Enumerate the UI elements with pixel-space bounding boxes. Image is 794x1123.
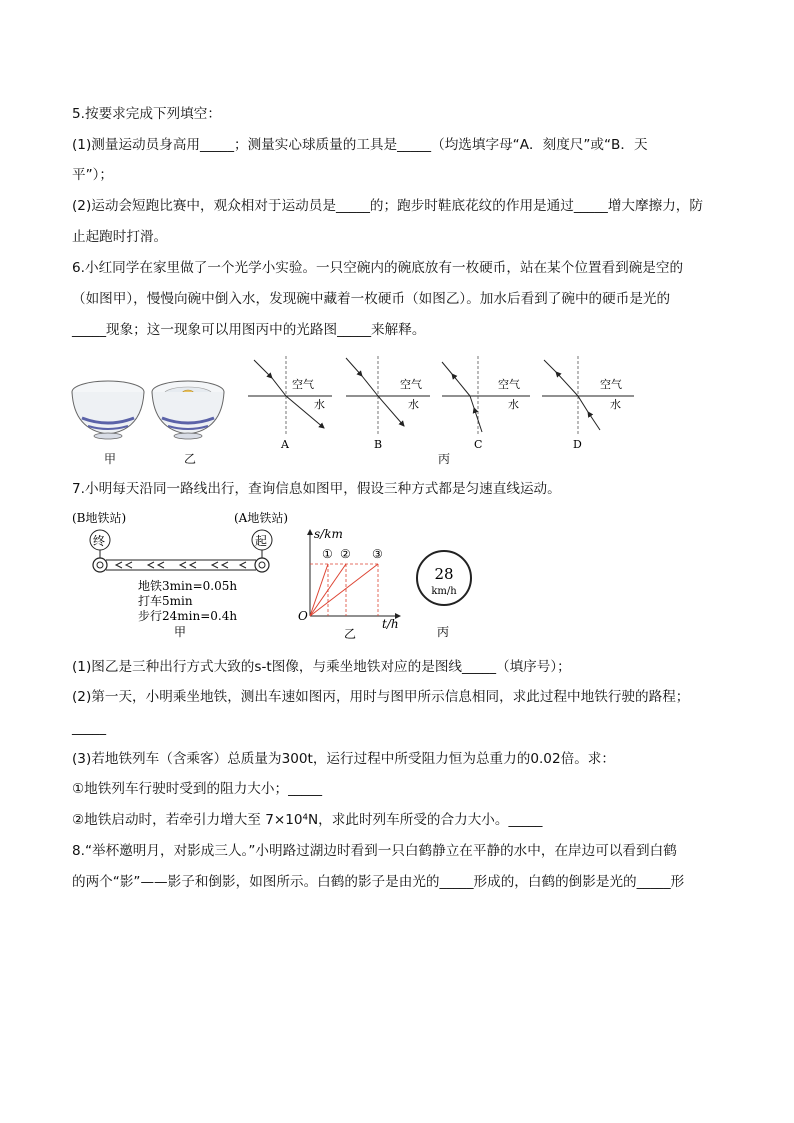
graph-caption: 乙	[344, 627, 357, 641]
walk-info: 步行24min=0.4h	[138, 609, 238, 623]
water-label-a: 水	[314, 398, 325, 411]
bowls-figure	[70, 372, 230, 462]
option-a-label: A	[281, 438, 289, 451]
line-label-2: ②	[340, 547, 351, 561]
q5-line-3: (2)运动会短跑比赛中，观众相对于运动员是_____的；跑步时鞋底花纹的作用是通过_____增大摩擦力，防	[72, 198, 703, 214]
option-b-label: B	[374, 438, 383, 451]
q7-line-4: _____	[72, 720, 106, 736]
q7-line-7: ②地铁启动时，若牵引力增大至 7×10⁴N，求此时列车所受的合力大小。_____	[72, 812, 543, 828]
q7-line-3: (2)第一天，小明乘坐地铁，测出车速如图丙，用时与图甲所示信息相同，求此过程中地铁行驶的路程；	[72, 689, 690, 705]
q5-title: 5.按要求完成下列填空：	[72, 106, 221, 122]
q8-line-2: 的两个“影”——影子和倒影，如图所示。白鹤的影子是由光的_____形成的，白鹤的倒影是光的_____形	[72, 874, 685, 890]
q6-line-2: （如图甲），慢慢向碗中倒入水，发现碗中藏着一枚硬币（如图乙）。加水后看到了碗中的硬币是光的	[72, 291, 671, 307]
taxi-info: 打车5min	[138, 594, 193, 608]
speed-value: 28	[434, 565, 454, 583]
light-path-a	[248, 356, 332, 451]
option-c-label: C	[474, 438, 483, 451]
route-caption: 甲	[174, 625, 187, 639]
q8-line-1: 8.“举杯邀明月，对影成三人。”小明路过湖边时看到一只白鹤静立在平静的水中，在岸边可以看到白鹤	[72, 843, 677, 859]
speedometer-figure	[408, 548, 480, 642]
q7-line-1: 7.小明每天沿同一路线出行，查询信息如图甲，假设三种方式都是匀速直线运动。	[72, 481, 561, 497]
light-path-diagrams	[240, 352, 640, 464]
bowl-with-coin-image	[152, 381, 224, 439]
line-label-3: ③	[372, 547, 383, 561]
q5-line-4: 止起跑时打滑。	[72, 229, 168, 245]
subway-info: 地铁3min=0.05h	[138, 579, 238, 593]
st-graph	[292, 524, 410, 642]
start-mark: 起	[255, 534, 268, 548]
q7-line-2: (1)图乙是三种出行方式大致的s-t图像，与乘坐地铁对应的是图线_____（填序号）；	[72, 659, 571, 675]
end-mark: 终	[93, 534, 106, 548]
air-label-b: 空气	[400, 378, 422, 391]
a-station-label: (A地铁站)	[234, 511, 289, 525]
bowl-caption-yi: 乙	[184, 452, 197, 466]
q5-line-2: 平”）；	[72, 167, 114, 183]
q7-line-6: ①地铁列车行驶时受到的阻力大小；_____	[72, 781, 323, 797]
graph-line-3	[310, 564, 378, 616]
water-label-b: 水	[408, 398, 419, 411]
q7-line-5: (3)若地铁列车（含乘客）总质量为300t，运行过程中所受阻力恒为总重力的0.02倍。求：	[72, 751, 615, 767]
y-axis-label: s/km	[314, 527, 343, 541]
q5-line-1: (1)测量运动员身高用_____；测量实心球质量的工具是_____（均选填字母“A．刻度尺”或“B．天	[72, 137, 648, 153]
line-label-1: ①	[322, 547, 333, 561]
direction-chevrons	[116, 562, 246, 568]
air-label-d: 空气	[600, 378, 622, 391]
route-figure	[70, 508, 310, 640]
water-label-d: 水	[610, 398, 621, 411]
air-label-c: 空气	[498, 378, 520, 391]
x-axis-label: t/h	[382, 617, 399, 631]
b-station-label: (B地铁站)	[72, 511, 127, 525]
origin-label: O	[298, 609, 308, 623]
water-label-c: 水	[508, 398, 519, 411]
speed-unit: km/h	[431, 586, 457, 597]
light-path-c	[442, 356, 530, 451]
q6-line-3: _____现象；这一现象可以用图丙中的光路图_____来解释。	[72, 322, 426, 338]
air-label-a: 空气	[292, 378, 314, 391]
bowl-caption-jia: 甲	[104, 452, 117, 466]
light-path-caption: 丙	[438, 452, 451, 466]
empty-bowl-image	[72, 381, 144, 439]
q6-line-1: 6.小红同学在家里做了一个光学小实验。一只空碗内的碗底放有一枚硬币，站在某个位置看到碗是空的	[72, 260, 684, 276]
graph-line-1	[310, 564, 328, 616]
speedometer-caption: 丙	[437, 625, 450, 639]
light-path-d	[542, 356, 634, 451]
light-path-b	[346, 356, 430, 451]
option-d-label: D	[573, 438, 582, 451]
